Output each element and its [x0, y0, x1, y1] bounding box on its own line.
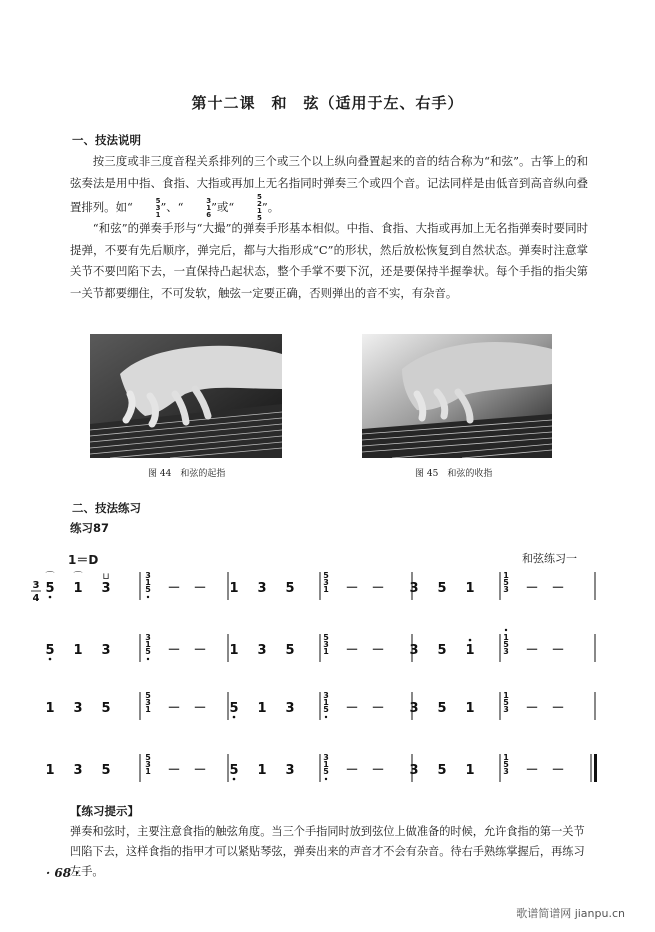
chord-note: 3 [145, 571, 151, 580]
chord-note: 1 [503, 691, 509, 700]
note: 5 [437, 763, 447, 778]
time-signature-bottom: 4 [32, 593, 40, 604]
technique-paragraph-2 [70, 218, 588, 304]
chord-note: 1 [323, 698, 329, 707]
note: 3 [73, 701, 83, 716]
note: 1 [73, 643, 83, 658]
piece-title: 和弦练习一 [522, 552, 577, 565]
sustain-dash: － [167, 581, 181, 596]
note: 1 [257, 701, 267, 716]
note: 5 [437, 643, 447, 658]
sustain-dash: － [525, 701, 539, 716]
fingering-mark: ⌒ [45, 572, 55, 582]
note: 1 [73, 581, 83, 596]
note: 3 [285, 763, 295, 778]
key-signature: 1＝D [68, 553, 99, 567]
note: 1 [465, 763, 475, 778]
sustain-dash: － [551, 763, 565, 778]
note: 5 [285, 581, 295, 596]
chord-note: 3 [503, 647, 509, 656]
p1-end: ”。 [261, 200, 280, 214]
note: 5 [437, 701, 447, 716]
note: 5 [437, 581, 447, 596]
sustain-dash: － [345, 763, 359, 778]
sustain-dash: － [525, 581, 539, 596]
chord-note: 5 [145, 691, 151, 700]
note: 5 [101, 763, 111, 778]
page-number: · 68 · [46, 866, 80, 880]
chord-note: 3 [145, 633, 151, 642]
note: 1 [257, 763, 267, 778]
note: 3 [101, 581, 111, 596]
note: 3 [409, 643, 419, 658]
note: 3 [101, 643, 111, 658]
note: 5 [229, 701, 239, 716]
upper-octave-dot [505, 629, 507, 631]
chord-note: 5 [323, 571, 329, 580]
chord-note: 5 [145, 585, 151, 594]
time-signature-top: 3 [32, 580, 40, 591]
note: 3 [285, 701, 295, 716]
sustain-dash: － [193, 581, 207, 596]
fingering-mark: ⊔ [102, 572, 110, 582]
note: 1 [229, 581, 239, 596]
sustain-dash: － [371, 643, 385, 658]
chord-note: 3 [323, 753, 329, 762]
note: 5 [45, 643, 55, 658]
upper-octave-dot [469, 639, 472, 642]
sustain-dash: － [167, 643, 181, 658]
figure-45-caption: 图 45 和弦的收指 [415, 469, 493, 479]
chord-note: 1 [323, 647, 329, 656]
chord-note: 1 [503, 633, 509, 642]
lower-octave-dot [233, 778, 236, 781]
sustain-dash: － [167, 763, 181, 778]
chord-note: 1 [145, 705, 151, 714]
chord-example-2: 3 1 6 [206, 196, 212, 219]
exercise-number: 练习87 [70, 521, 110, 535]
chord-note: 1 [323, 585, 329, 594]
chord-note: 3 [503, 705, 509, 714]
chord-note: 1 [503, 571, 509, 580]
note: 3 [73, 763, 83, 778]
lower-octave-dot [325, 778, 327, 780]
note: 3 [409, 763, 419, 778]
chord-note: 3 [503, 767, 509, 776]
lower-octave-dot [49, 658, 52, 661]
sustain-dash: － [371, 581, 385, 596]
technique-paragraph-1 [70, 151, 588, 222]
lower-octave-dot [147, 658, 149, 660]
note: 3 [409, 581, 419, 596]
note: 5 [45, 581, 55, 596]
tips-heading: 【练习提示】 [70, 804, 139, 818]
site-watermark: 歌谱简谱网 jianpu.cn [516, 907, 625, 920]
lower-octave-dot [147, 596, 149, 598]
section-heading-technique: 一、技法说明 [72, 133, 141, 147]
sustain-dash: － [167, 701, 181, 716]
chord-note: 3 [145, 760, 151, 769]
p1-sep-1: ”、“ [160, 200, 184, 214]
chord-note: 1 [323, 760, 329, 769]
p2-text: “和弦”的弹奏手形与“大撮”的弹奏手形基本相似。中指、食指、大指或再加上无名指弹奏时要同时提弹，不要有先后顺序，弹完后，都与大指形成“C”的形状，然后放松恢复到自然状态。弹奏时注意掌关节不要凹陷下去，一直保持凸起状态，整个手掌不要下沉，还是要保持半握拳状。每个手指的指尖第一关节都要绷住，不可发软，触弦一定要正确，否则弹出的音不实，有杂音。 [70, 221, 588, 300]
chord-note: 1 [503, 753, 509, 762]
lower-octave-dot [49, 596, 52, 599]
chord-note: 5 [323, 705, 329, 714]
tips-text: 弹奏和弦时，主要注意食指的触弦角度。当三个手指同时放到弦位上做准备的时候，允许食指的第一关节凹陷下去，这样食指的指甲才可以紧贴琴弦，弹奏出来的声音才不会有杂音。待右手熟练掌握后，再练习左手。 [70, 825, 585, 878]
sustain-dash: － [193, 763, 207, 778]
sustain-dash: － [345, 643, 359, 658]
chord-note: 3 [145, 698, 151, 707]
sustain-dash: － [193, 643, 207, 658]
sustain-dash: － [525, 643, 539, 658]
note: 1 [465, 701, 475, 716]
note: 3 [257, 581, 267, 596]
sustain-dash: － [551, 643, 565, 658]
chord-note: 5 [145, 647, 151, 656]
sustain-dash: － [345, 701, 359, 716]
chord-note: 3 [323, 640, 329, 649]
sustain-dash: － [371, 701, 385, 716]
chord-note: 3 [323, 691, 329, 700]
final-bar-thick [594, 754, 597, 782]
figure-45-photo [362, 334, 552, 458]
figure-44-photo [90, 334, 282, 458]
p1-sep-2: ”或“ [211, 200, 235, 214]
chord-note: 3 [503, 585, 509, 594]
sustain-dash: － [193, 701, 207, 716]
note: 1 [465, 581, 475, 596]
note: 1 [45, 763, 55, 778]
fingering-mark: ⌒ [73, 572, 83, 582]
chord-note: 5 [503, 698, 509, 707]
chord-note: 1 [145, 578, 151, 587]
chord-note: 5 [323, 633, 329, 642]
note: 1 [45, 701, 55, 716]
chord-example-1: 5 3 1 [155, 196, 161, 219]
chord-note: 5 [503, 760, 509, 769]
chord-note: 5 [145, 753, 151, 762]
lower-octave-dot [233, 716, 236, 719]
section-heading-practice: 二、技法练习 [72, 501, 141, 515]
note: 5 [285, 643, 295, 658]
chord-example-3: 5 2 1 5 [257, 193, 262, 222]
figure-44-caption: 图 44 和弦的起指 [148, 469, 226, 479]
lower-octave-dot [325, 716, 327, 718]
note: 1 [465, 643, 475, 658]
chord-note: 1 [145, 767, 151, 776]
note: 3 [409, 701, 419, 716]
sustain-dash: － [345, 581, 359, 596]
page-title: 第十二课 和 弦（适用于左、右手） [191, 94, 464, 112]
chord-note: 1 [145, 640, 151, 649]
note: 5 [229, 763, 239, 778]
sustain-dash: － [371, 763, 385, 778]
note: 1 [229, 643, 239, 658]
chord-note: 5 [323, 767, 329, 776]
sustain-dash: － [551, 701, 565, 716]
chord-note: 3 [323, 578, 329, 587]
hand-on-zheng-finish-image [362, 334, 552, 458]
p1-text: 按三度或非三度音程关系排列的三个或三个以上纵向叠置起来的音的结合称为“和弦”。古筝上的和弦奏法是用中指、食指、大指或再加上无名指同时弹奏三个或四个音。记法同样是由低音到高音纵向叠置排列。如“ [70, 154, 588, 214]
chord-note: 5 [503, 640, 509, 649]
sustain-dash: － [525, 763, 539, 778]
hand-on-zheng-start-image [90, 334, 282, 458]
chord-note: 5 [503, 578, 509, 587]
note: 3 [257, 643, 267, 658]
sustain-dash: － [551, 581, 565, 596]
note: 5 [101, 701, 111, 716]
